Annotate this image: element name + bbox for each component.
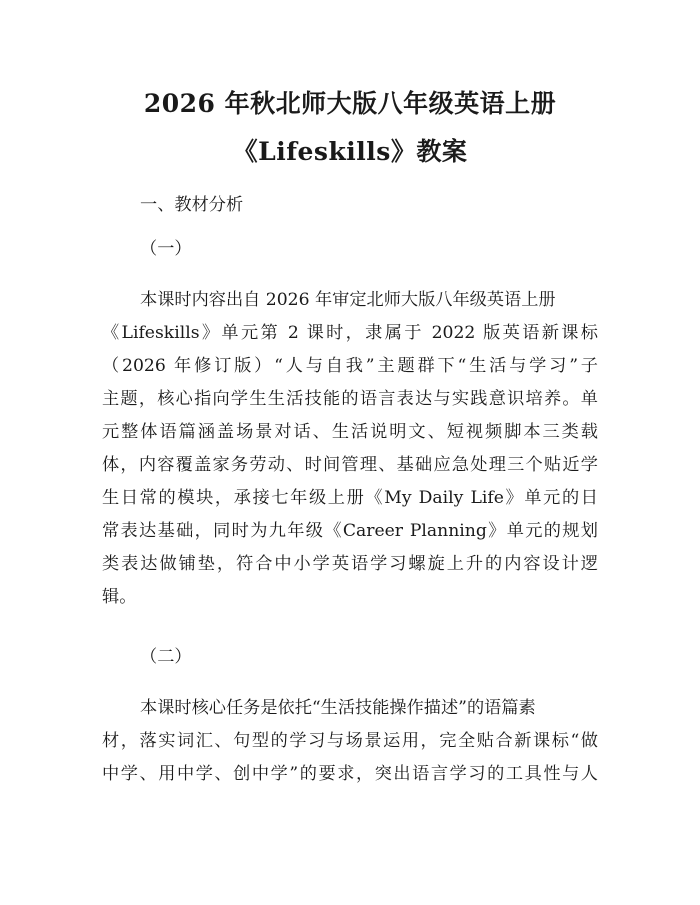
paragraph2-line: 本课时核心任务是依托“生活技能操作描述”的语篇素 [140,698,536,718]
paragraph1-line: 本课时内容出自 2026 年审定北师大版八年级英语上册 [140,290,556,310]
subsection-label-2: （二） [140,647,192,667]
subsection-label-1: （一） [140,239,192,259]
document-title-line2: 《Lifeskills》教案 [232,137,468,166]
paragraph2-line: 材，落实词汇、句型的学习与场景运用，完全贴合新课标“做 [102,731,598,751]
paragraph1-line: 主题，核心指向学生生活技能的语言表达与实践意识培养。单 [102,389,598,409]
paragraph1-line: 辑。 [102,587,137,607]
section-heading-analysis: 一、教材分析 [140,195,244,215]
paragraph1-line: 元整体语篇涵盖场景对话、生活说明文、短视频脚本三类载 [102,422,598,442]
paragraph1-line: 生日常的模块，承接七年级上册《My Daily Life》单元的日 [102,488,598,508]
paragraph1-line: 常表达基础，同时为九年级《Career Planning》单元的规划 [102,521,598,541]
paragraph1-line: （2026 年修订版）“人与自我”主题群下“生活与学习”子 [102,356,598,376]
paragraph1-line: 类表达做铺垫，符合中小学英语学习螺旋上升的内容设计逻 [102,554,598,574]
document-title-line1: 2026 年秋北师大版八年级英语上册 [143,89,557,118]
paragraph1-line: 《Lifeskills》单元第 2 课时，隶属于 2022 版英语新课标 [102,323,598,343]
paragraph2-line: 中学、用中学、创中学”的要求，突出语言学习的工具性与人 [102,764,598,784]
paragraph1-line: 体，内容覆盖家务劳动、时间管理、基础应急处理三个贴近学 [102,455,598,475]
